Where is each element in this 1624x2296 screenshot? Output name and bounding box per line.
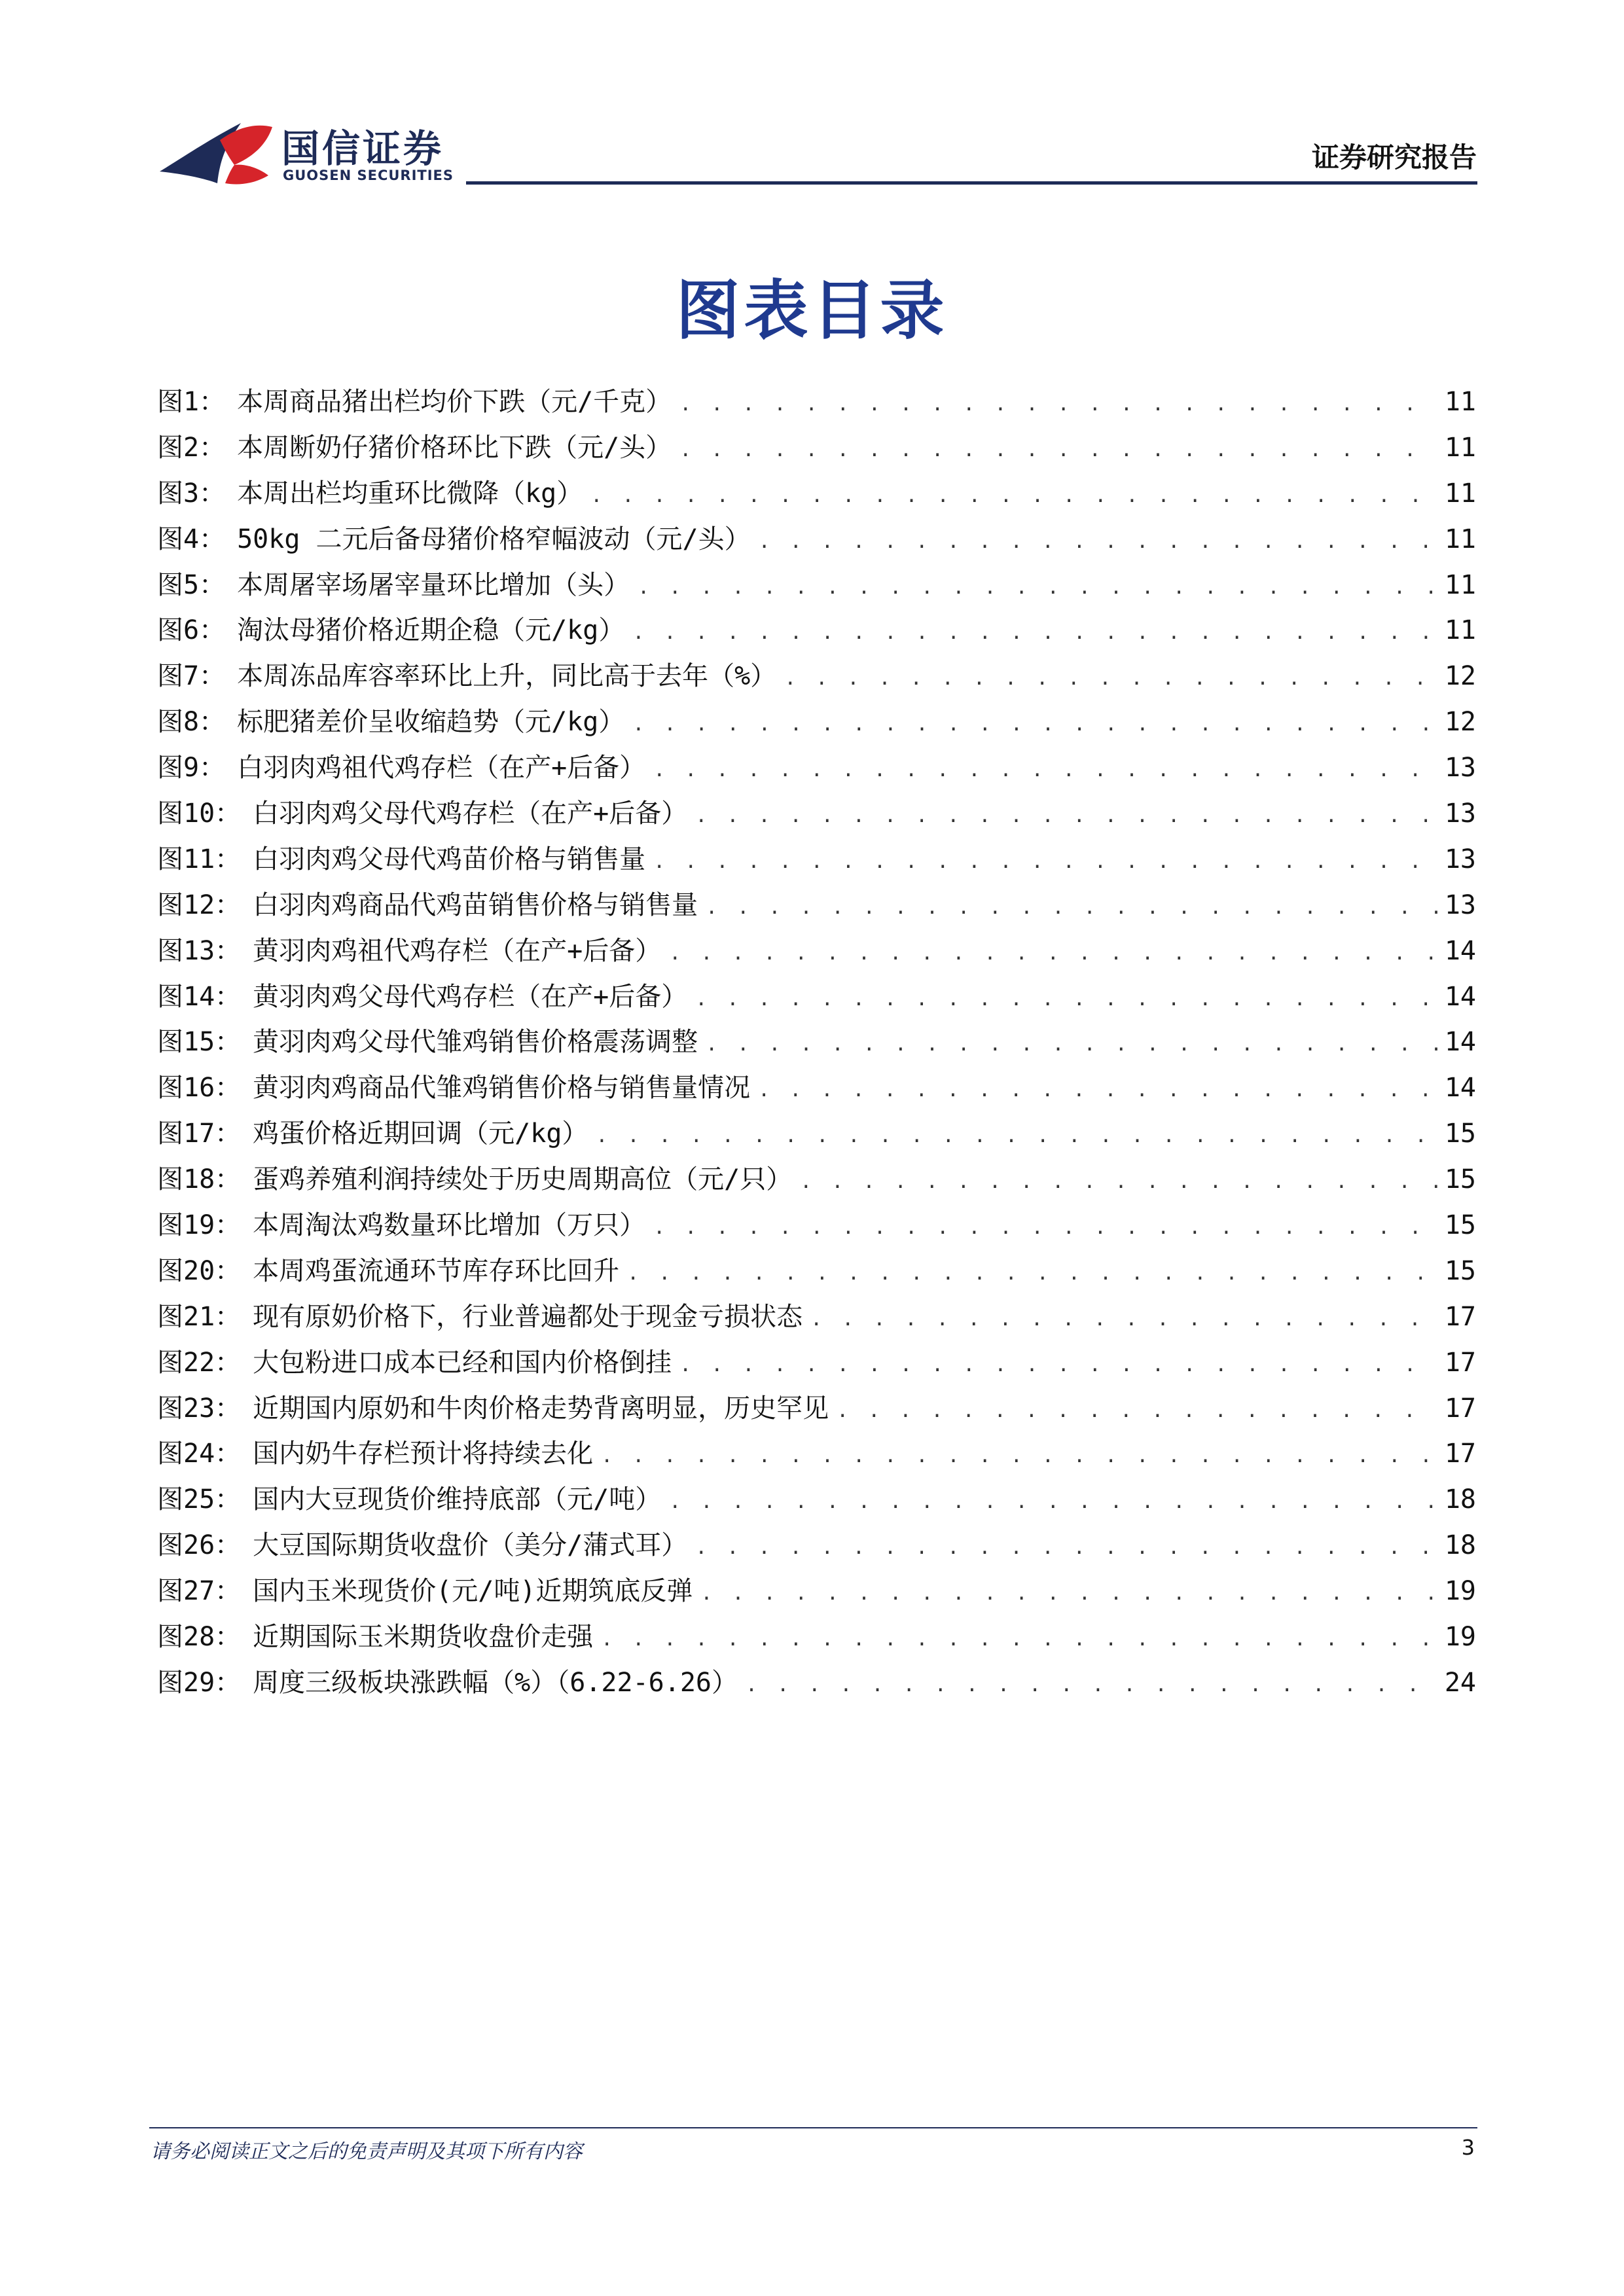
toc-entry-page: 17 — [1444, 1393, 1476, 1424]
toc-entry-page: 17 — [1444, 1439, 1476, 1469]
toc-entry-title: 白羽肉鸡祖代鸡存栏（在产+后备） — [237, 753, 646, 783]
toc-entry-page: 11 — [1444, 524, 1476, 554]
guosen-logo — [157, 113, 454, 191]
toc-dot-leader — [695, 793, 1438, 839]
toc-entry-label: 图11： — [157, 844, 242, 874]
toc-entry-page: 13 — [1444, 844, 1476, 874]
toc-entry-title: 本周淘汰鸡数量环比增加（万只） — [253, 1210, 646, 1241]
toc-entry-title: 本周断奶仔猪价格环比下跌（元/头） — [237, 432, 672, 463]
footer-divider — [149, 2127, 1477, 2128]
toc-entry[interactable] — [157, 1157, 1476, 1203]
toc-entry-page: 15 — [1444, 1210, 1476, 1241]
toc-entry-title: 白羽肉鸡父母代鸡苗价格与销售量 — [253, 844, 646, 874]
toc-dot-leader — [669, 1479, 1438, 1525]
toc-entry-title: 周度三级板块涨跌幅（%）（6.22-6.26） — [253, 1667, 738, 1698]
toc-entry[interactable] — [157, 791, 1476, 837]
toc-dot-leader — [653, 1205, 1438, 1251]
toc-entry-label: 图24： — [157, 1439, 242, 1469]
toc-entry-page: 13 — [1444, 889, 1476, 920]
toc-entry-page: 14 — [1444, 1027, 1476, 1058]
toc-entry-page: 13 — [1444, 798, 1476, 829]
toc-entry-page: 11 — [1444, 432, 1476, 463]
toc-entry-page: 11 — [1444, 387, 1476, 417]
toc-entry-page: 13 — [1444, 753, 1476, 783]
toc-dot-leader — [746, 1662, 1438, 1708]
toc-dot-leader — [653, 747, 1438, 793]
toc-dot-leader — [837, 1388, 1438, 1434]
toc-dot-leader — [601, 1617, 1438, 1662]
toc-entry-label: 图6： — [157, 615, 226, 646]
toc-dot-leader — [638, 565, 1438, 611]
toc-dot-leader — [627, 1251, 1438, 1297]
report-type-label: 证券研究报告 — [1311, 141, 1477, 173]
toc-entry-label: 图4： — [157, 524, 226, 554]
toc-entry[interactable] — [157, 1111, 1476, 1157]
toc-entry[interactable] — [157, 1020, 1476, 1066]
toc-entry-label: 图20： — [157, 1255, 242, 1286]
guosen-logo-icon — [157, 118, 274, 190]
toc-entry[interactable] — [157, 654, 1476, 700]
toc-entry-title: 50kg 二元后备母猪价格窄幅波动（元/头） — [237, 524, 751, 554]
toc-entry-page: 11 — [1444, 569, 1476, 600]
toc-entry-label: 图14： — [157, 981, 242, 1012]
toc-entry-page: 15 — [1444, 1255, 1476, 1286]
toc-entry-label: 图18： — [157, 1164, 242, 1195]
toc-entry-label: 图26： — [157, 1530, 242, 1561]
toc-entry-title: 本周鸡蛋流通环节库存环比回升 — [253, 1255, 620, 1286]
toc-entry[interactable] — [157, 1340, 1476, 1386]
toc-entry-page: 14 — [1444, 1073, 1476, 1103]
toc-entry[interactable] — [157, 471, 1476, 517]
toc-entry-page: 12 — [1444, 661, 1476, 692]
toc-entry[interactable] — [157, 1431, 1476, 1477]
toc-entry-title: 本周出栏均重环比微降（kg） — [237, 478, 583, 509]
toc-entry[interactable] — [157, 1066, 1476, 1111]
toc-entry-label: 图2： — [157, 432, 226, 463]
toc-dot-leader — [653, 839, 1438, 885]
toc-entry[interactable] — [157, 975, 1476, 1020]
toc-entry-title: 本周商品猪出栏均价下跌（元/千克） — [237, 387, 672, 417]
toc-entry-label: 图23： — [157, 1393, 242, 1424]
toc-entry[interactable] — [157, 929, 1476, 975]
toc-entry-label: 图19： — [157, 1210, 242, 1241]
toc-entry-label: 图17： — [157, 1119, 242, 1149]
toc-entry-label: 图8： — [157, 707, 226, 738]
toc-dot-leader — [695, 977, 1438, 1022]
toc-entry-label: 图22： — [157, 1347, 242, 1378]
toc-entry-page: 18 — [1444, 1530, 1476, 1561]
toc-entry-title: 标肥猪差价呈收缩趋势（元/kg） — [237, 707, 625, 738]
toc-entry[interactable] — [157, 380, 1476, 425]
toc-entry[interactable] — [157, 1477, 1476, 1523]
toc-entry[interactable] — [157, 1615, 1476, 1660]
toc-entry[interactable] — [157, 425, 1476, 471]
toc-dot-leader — [695, 1525, 1438, 1571]
toc-entry-label: 图1： — [157, 387, 226, 417]
toc-entry[interactable] — [157, 1386, 1476, 1432]
toc-dot-leader — [669, 931, 1438, 977]
toc-dot-leader — [784, 656, 1438, 702]
toc-entry-page: 11 — [1444, 615, 1476, 646]
toc-entry-label: 图5： — [157, 569, 226, 600]
toc-entry-title: 鸡蛋价格近期回调（元/kg） — [253, 1119, 588, 1149]
toc-entry[interactable] — [157, 608, 1476, 654]
toc-entry-title: 黄羽肉鸡父母代鸡存栏（在产+后备） — [253, 981, 688, 1012]
toc-entry-title: 黄羽肉鸡商品代雏鸡销售价格与销售量情况 — [253, 1073, 751, 1103]
disclaimer-note: 请务必阅读正文之后的免责声明及其项下所有内容 — [151, 2140, 583, 2163]
toc-dot-leader — [679, 382, 1438, 427]
toc-entry-label: 图10： — [157, 798, 242, 829]
toc-entry-label: 图7： — [157, 661, 226, 692]
toc-entry-label: 图25： — [157, 1484, 242, 1515]
toc-entry-title: 现有原奶价格下，行业普遍都处于现金亏损状态 — [253, 1301, 803, 1332]
toc-entry-label: 图27： — [157, 1576, 242, 1607]
toc-entry-label: 图9： — [157, 753, 226, 783]
toc-entry-title: 白羽肉鸡父母代鸡存栏（在产+后备） — [253, 798, 688, 829]
toc-dot-leader — [679, 1342, 1438, 1388]
toc-entry-label: 图21： — [157, 1301, 242, 1332]
toc-entry-label: 图3： — [157, 478, 226, 509]
header-divider — [466, 181, 1477, 185]
toc-entry[interactable] — [157, 1203, 1476, 1249]
toc-entry-page: 12 — [1444, 707, 1476, 738]
toc-entry[interactable] — [157, 837, 1476, 883]
toc-entry[interactable] — [157, 1523, 1476, 1569]
toc-entry[interactable] — [157, 745, 1476, 791]
toc-entry-title: 近期国际玉米期货收盘价走强 — [253, 1622, 594, 1653]
toc-dot-leader — [759, 519, 1438, 565]
toc-list — [157, 380, 1476, 1706]
toc-entry-page: 17 — [1444, 1301, 1476, 1332]
toc-entry[interactable] — [157, 1660, 1476, 1706]
toc-dot-leader — [800, 1159, 1438, 1205]
toc-entry[interactable] — [157, 1249, 1476, 1295]
toc-entry-page: 19 — [1444, 1576, 1476, 1607]
toc-dot-leader — [632, 702, 1438, 747]
toc-entry-title: 国内大豆现货价维持底部（元/吨） — [253, 1484, 662, 1515]
toc-entry-page: 17 — [1444, 1347, 1476, 1378]
toc-entry-title: 本周屠宰场屠宰量环比增加（头） — [237, 569, 630, 600]
page-header — [0, 0, 1624, 196]
page-number: 3 — [1461, 2135, 1475, 2160]
toc-entry-label: 图13： — [157, 935, 242, 966]
toc-dot-leader — [706, 1022, 1438, 1067]
brand-name-cn: 国信证券 — [281, 126, 444, 171]
toc-entry-label: 图28： — [157, 1622, 242, 1653]
toc-entry-label: 图15： — [157, 1027, 242, 1058]
toc-entry-title: 大豆国际期货收盘价（美分/蒲式耳） — [253, 1530, 688, 1561]
toc-entry-title: 淘汰母猪价格近期企稳（元/kg） — [237, 615, 625, 646]
toc-entry[interactable] — [157, 1569, 1476, 1615]
toc-entry-title: 本周冻品库容率环比上升，同比高于去年（%） — [237, 661, 777, 692]
toc-entry-title: 白羽肉鸡商品代鸡苗销售价格与销售量 — [253, 889, 698, 920]
toc-entry-page: 14 — [1444, 981, 1476, 1012]
toc-entry-page: 18 — [1444, 1484, 1476, 1515]
toc-entry-page: 24 — [1444, 1667, 1476, 1698]
page-title: 图表目录 — [676, 274, 948, 348]
toc-dot-leader — [810, 1297, 1438, 1342]
toc-dot-leader — [590, 473, 1438, 519]
brand-name-en: GUOSEN SECURITIES — [283, 168, 454, 183]
toc-entry-page: 15 — [1444, 1164, 1476, 1195]
toc-dot-leader — [700, 1571, 1438, 1617]
toc-entry[interactable] — [157, 700, 1476, 745]
toc-entry-title: 国内玉米现货价(元/吨)近期筑底反弹 — [253, 1576, 693, 1607]
toc-entry[interactable] — [157, 1295, 1476, 1340]
toc-dot-leader — [632, 610, 1438, 656]
toc-dot-leader — [758, 1067, 1438, 1113]
toc-entry-title: 黄羽肉鸡祖代鸡存栏（在产+后备） — [253, 935, 662, 966]
toc-entry-label: 图16： — [157, 1073, 242, 1103]
toc-entry[interactable] — [157, 563, 1476, 609]
toc-entry-title: 黄羽肉鸡父母代雏鸡销售价格震荡调整 — [253, 1027, 698, 1058]
toc-entry-title: 国内奶牛存栏预计将持续去化 — [253, 1439, 594, 1469]
toc-entry-title: 蛋鸡养殖利润持续处于历史周期高位（元/只） — [253, 1164, 793, 1195]
toc-entry-title: 近期国内原奶和牛肉价格走势背离明显，历史罕见 — [253, 1393, 829, 1424]
toc-entry-page: 19 — [1444, 1622, 1476, 1653]
toc-dot-leader — [601, 1433, 1438, 1479]
toc-entry-label: 图12： — [157, 889, 242, 920]
toc-entry-title: 大包粉进口成本已经和国内价格倒挂 — [253, 1347, 672, 1378]
toc-entry[interactable] — [157, 517, 1476, 563]
toc-entry-page: 11 — [1444, 478, 1476, 509]
toc-dot-leader — [596, 1113, 1438, 1159]
toc-entry[interactable] — [157, 883, 1476, 929]
toc-entry-label: 图29： — [157, 1667, 242, 1698]
toc-entry-page: 15 — [1444, 1119, 1476, 1149]
toc-dot-leader — [679, 427, 1438, 473]
toc-entry-page: 14 — [1444, 935, 1476, 966]
toc-dot-leader — [706, 885, 1438, 931]
